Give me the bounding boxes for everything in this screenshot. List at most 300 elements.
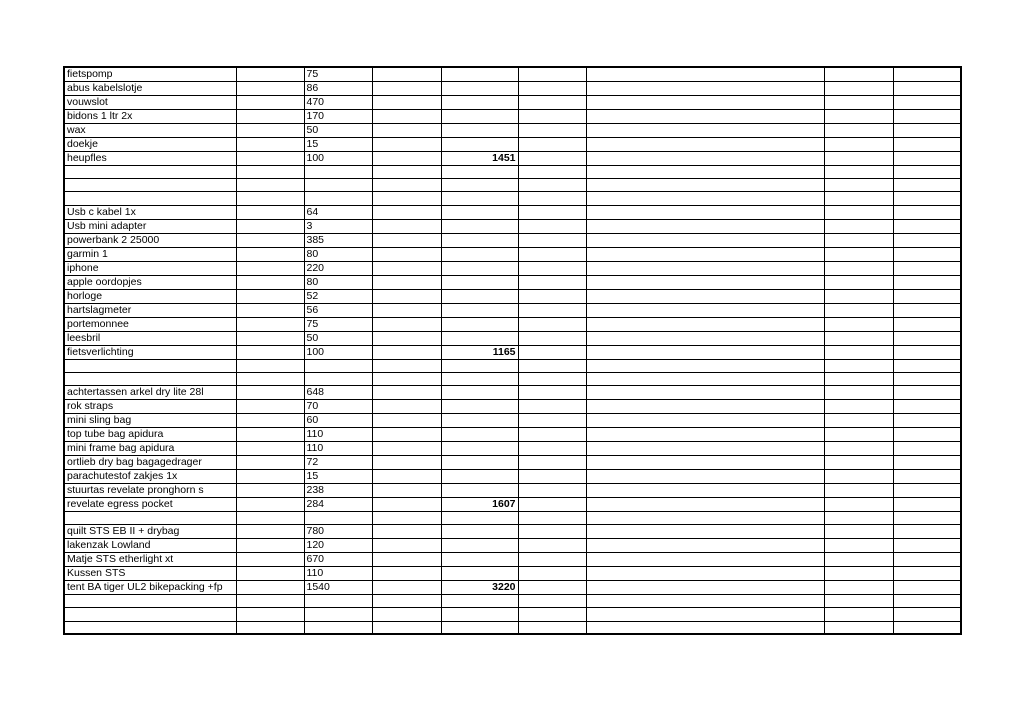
item-weight-cell[interactable]: 220 (304, 261, 372, 275)
empty-cell[interactable] (372, 539, 441, 553)
empty-cell[interactable] (518, 152, 586, 166)
empty-cell[interactable] (518, 372, 586, 385)
empty-cell[interactable] (372, 67, 441, 82)
item-name-cell[interactable]: rok straps (64, 399, 236, 413)
empty-cell[interactable] (824, 233, 893, 247)
empty-cell[interactable] (64, 179, 236, 192)
empty-cell[interactable] (236, 483, 304, 497)
item-name-cell[interactable]: iphone (64, 261, 236, 275)
empty-cell[interactable] (236, 413, 304, 427)
item-name-cell[interactable]: top tube bag apidura (64, 427, 236, 441)
empty-cell[interactable] (893, 275, 961, 289)
empty-cell[interactable] (586, 179, 824, 192)
empty-cell[interactable] (372, 179, 441, 192)
empty-cell[interactable] (586, 469, 824, 483)
empty-cell[interactable] (518, 511, 586, 524)
item-weight-cell[interactable]: 1540 (304, 581, 372, 595)
empty-cell[interactable] (586, 399, 824, 413)
empty-cell[interactable] (372, 441, 441, 455)
empty-cell[interactable] (372, 205, 441, 219)
empty-cell[interactable] (236, 67, 304, 82)
empty-cell[interactable] (824, 553, 893, 567)
empty-cell[interactable] (372, 553, 441, 567)
empty-cell[interactable] (441, 385, 518, 399)
empty-cell[interactable] (893, 553, 961, 567)
empty-cell[interactable] (893, 166, 961, 179)
empty-cell[interactable] (824, 179, 893, 192)
empty-cell[interactable] (304, 359, 372, 372)
empty-cell[interactable] (236, 608, 304, 621)
empty-cell[interactable] (893, 138, 961, 152)
empty-cell[interactable] (518, 359, 586, 372)
empty-cell[interactable] (372, 595, 441, 608)
empty-cell[interactable] (824, 219, 893, 233)
item-name-cell[interactable]: mini sling bag (64, 413, 236, 427)
empty-cell[interactable] (441, 205, 518, 219)
empty-cell[interactable] (824, 525, 893, 539)
item-name-cell[interactable]: stuurtas revelate pronghorn s (64, 483, 236, 497)
empty-cell[interactable] (441, 511, 518, 524)
empty-cell[interactable] (236, 345, 304, 359)
empty-cell[interactable] (824, 385, 893, 399)
empty-cell[interactable] (441, 539, 518, 553)
empty-cell[interactable] (893, 539, 961, 553)
empty-cell[interactable] (518, 261, 586, 275)
empty-cell[interactable] (518, 331, 586, 345)
empty-cell[interactable] (372, 581, 441, 595)
empty-cell[interactable] (64, 608, 236, 621)
empty-cell[interactable] (236, 359, 304, 372)
empty-cell[interactable] (586, 427, 824, 441)
empty-cell[interactable] (372, 621, 441, 634)
empty-cell[interactable] (586, 372, 824, 385)
empty-cell[interactable] (372, 192, 441, 205)
empty-cell[interactable] (824, 441, 893, 455)
empty-cell[interactable] (586, 96, 824, 110)
empty-cell[interactable] (236, 166, 304, 179)
empty-cell[interactable] (824, 261, 893, 275)
item-weight-cell[interactable]: 648 (304, 385, 372, 399)
empty-cell[interactable] (372, 372, 441, 385)
empty-cell[interactable] (824, 166, 893, 179)
empty-cell[interactable] (236, 96, 304, 110)
empty-cell[interactable] (518, 385, 586, 399)
empty-cell[interactable] (824, 595, 893, 608)
empty-cell[interactable] (236, 317, 304, 331)
item-name-cell[interactable]: garmin 1 (64, 247, 236, 261)
empty-cell[interactable] (236, 82, 304, 96)
empty-cell[interactable] (824, 289, 893, 303)
empty-cell[interactable] (372, 427, 441, 441)
empty-cell[interactable] (893, 511, 961, 524)
empty-cell[interactable] (586, 525, 824, 539)
empty-cell[interactable] (236, 331, 304, 345)
empty-cell[interactable] (586, 331, 824, 345)
empty-cell[interactable] (372, 413, 441, 427)
empty-cell[interactable] (304, 166, 372, 179)
empty-cell[interactable] (441, 455, 518, 469)
item-name-cell[interactable]: abus kabelslotje (64, 82, 236, 96)
empty-cell[interactable] (518, 233, 586, 247)
empty-cell[interactable] (824, 497, 893, 511)
empty-cell[interactable] (441, 192, 518, 205)
empty-cell[interactable] (236, 303, 304, 317)
empty-cell[interactable] (586, 110, 824, 124)
item-weight-cell[interactable]: 284 (304, 497, 372, 511)
item-name-cell[interactable]: powerbank 2 25000 (64, 233, 236, 247)
empty-cell[interactable] (372, 525, 441, 539)
empty-cell[interactable] (893, 608, 961, 621)
item-weight-cell[interactable]: 80 (304, 247, 372, 261)
item-name-cell[interactable]: revelate egress pocket (64, 497, 236, 511)
empty-cell[interactable] (441, 483, 518, 497)
empty-cell[interactable] (441, 427, 518, 441)
empty-cell[interactable] (372, 152, 441, 166)
empty-cell[interactable] (518, 67, 586, 82)
item-weight-cell[interactable]: 52 (304, 289, 372, 303)
empty-cell[interactable] (518, 483, 586, 497)
empty-cell[interactable] (518, 345, 586, 359)
item-name-cell[interactable]: leesbril (64, 331, 236, 345)
empty-cell[interactable] (586, 275, 824, 289)
empty-cell[interactable] (441, 67, 518, 82)
empty-cell[interactable] (824, 110, 893, 124)
empty-cell[interactable] (893, 110, 961, 124)
empty-cell[interactable] (824, 483, 893, 497)
empty-cell[interactable] (236, 581, 304, 595)
empty-cell[interactable] (518, 219, 586, 233)
empty-cell[interactable] (893, 192, 961, 205)
empty-cell[interactable] (441, 567, 518, 581)
empty-cell[interactable] (372, 138, 441, 152)
empty-cell[interactable] (824, 413, 893, 427)
empty-cell[interactable] (236, 553, 304, 567)
empty-cell[interactable] (518, 303, 586, 317)
empty-cell[interactable] (518, 205, 586, 219)
item-weight-cell[interactable]: 670 (304, 553, 372, 567)
empty-cell[interactable] (236, 441, 304, 455)
empty-cell[interactable] (236, 621, 304, 634)
empty-cell[interactable] (372, 567, 441, 581)
empty-cell[interactable] (441, 359, 518, 372)
item-weight-cell[interactable]: 110 (304, 567, 372, 581)
empty-cell[interactable] (586, 539, 824, 553)
item-name-cell[interactable]: heupfles (64, 152, 236, 166)
item-name-cell[interactable]: mini frame bag apidura (64, 441, 236, 455)
item-weight-cell[interactable]: 75 (304, 317, 372, 331)
empty-cell[interactable] (441, 413, 518, 427)
empty-cell[interactable] (893, 372, 961, 385)
empty-cell[interactable] (893, 413, 961, 427)
empty-cell[interactable] (824, 303, 893, 317)
empty-cell[interactable] (518, 179, 586, 192)
empty-cell[interactable] (824, 399, 893, 413)
empty-cell[interactable] (586, 413, 824, 427)
empty-cell[interactable] (824, 581, 893, 595)
empty-cell[interactable] (441, 399, 518, 413)
empty-cell[interactable] (236, 261, 304, 275)
empty-cell[interactable] (518, 621, 586, 634)
empty-cell[interactable] (824, 427, 893, 441)
empty-cell[interactable] (441, 233, 518, 247)
empty-cell[interactable] (441, 525, 518, 539)
item-weight-cell[interactable]: 50 (304, 331, 372, 345)
empty-cell[interactable] (304, 608, 372, 621)
item-weight-cell[interactable]: 56 (304, 303, 372, 317)
empty-cell[interactable] (441, 247, 518, 261)
empty-cell[interactable] (518, 399, 586, 413)
empty-cell[interactable] (441, 219, 518, 233)
empty-cell[interactable] (372, 124, 441, 138)
item-weight-cell[interactable]: 100 (304, 152, 372, 166)
empty-cell[interactable] (236, 124, 304, 138)
empty-cell[interactable] (236, 497, 304, 511)
empty-cell[interactable] (586, 247, 824, 261)
empty-cell[interactable] (441, 317, 518, 331)
empty-cell[interactable] (586, 511, 824, 524)
empty-cell[interactable] (518, 289, 586, 303)
item-name-cell[interactable]: wax (64, 124, 236, 138)
empty-cell[interactable] (441, 331, 518, 345)
item-weight-cell[interactable]: 100 (304, 345, 372, 359)
empty-cell[interactable] (441, 138, 518, 152)
empty-cell[interactable] (518, 275, 586, 289)
empty-cell[interactable] (824, 359, 893, 372)
empty-cell[interactable] (236, 192, 304, 205)
item-weight-cell[interactable]: 50 (304, 124, 372, 138)
empty-cell[interactable] (893, 261, 961, 275)
empty-cell[interactable] (236, 469, 304, 483)
empty-cell[interactable] (372, 261, 441, 275)
item-name-cell[interactable]: vouwslot (64, 96, 236, 110)
empty-cell[interactable] (372, 608, 441, 621)
empty-cell[interactable] (893, 497, 961, 511)
empty-cell[interactable] (518, 138, 586, 152)
empty-cell[interactable] (304, 621, 372, 634)
empty-cell[interactable] (586, 595, 824, 608)
empty-cell[interactable] (518, 317, 586, 331)
empty-cell[interactable] (372, 96, 441, 110)
item-weight-cell[interactable]: 86 (304, 82, 372, 96)
empty-cell[interactable] (586, 67, 824, 82)
empty-cell[interactable] (824, 539, 893, 553)
empty-cell[interactable] (518, 595, 586, 608)
empty-cell[interactable] (586, 261, 824, 275)
item-weight-cell[interactable]: 110 (304, 427, 372, 441)
empty-cell[interactable] (236, 385, 304, 399)
empty-cell[interactable] (586, 138, 824, 152)
empty-cell[interactable] (586, 455, 824, 469)
empty-cell[interactable] (64, 192, 236, 205)
empty-cell[interactable] (586, 152, 824, 166)
group-total-cell[interactable]: 3220 (441, 581, 518, 595)
empty-cell[interactable] (372, 289, 441, 303)
empty-cell[interactable] (824, 152, 893, 166)
empty-cell[interactable] (372, 233, 441, 247)
empty-cell[interactable] (518, 110, 586, 124)
empty-cell[interactable] (893, 441, 961, 455)
item-name-cell[interactable]: doekje (64, 138, 236, 152)
empty-cell[interactable] (441, 469, 518, 483)
empty-cell[interactable] (586, 219, 824, 233)
group-total-cell[interactable]: 1165 (441, 345, 518, 359)
empty-cell[interactable] (518, 124, 586, 138)
item-weight-cell[interactable]: 3 (304, 219, 372, 233)
empty-cell[interactable] (893, 303, 961, 317)
empty-cell[interactable] (372, 511, 441, 524)
empty-cell[interactable] (304, 595, 372, 608)
item-weight-cell[interactable]: 75 (304, 67, 372, 82)
item-weight-cell[interactable]: 60 (304, 413, 372, 427)
empty-cell[interactable] (372, 303, 441, 317)
empty-cell[interactable] (586, 166, 824, 179)
empty-cell[interactable] (586, 621, 824, 634)
empty-cell[interactable] (236, 247, 304, 261)
empty-cell[interactable] (441, 275, 518, 289)
group-total-cell[interactable]: 1451 (441, 152, 518, 166)
empty-cell[interactable] (893, 567, 961, 581)
empty-cell[interactable] (586, 205, 824, 219)
item-weight-cell[interactable]: 170 (304, 110, 372, 124)
empty-cell[interactable] (441, 166, 518, 179)
empty-cell[interactable] (586, 497, 824, 511)
item-weight-cell[interactable]: 470 (304, 96, 372, 110)
empty-cell[interactable] (64, 372, 236, 385)
empty-cell[interactable] (236, 110, 304, 124)
empty-cell[interactable] (304, 511, 372, 524)
empty-cell[interactable] (586, 124, 824, 138)
empty-cell[interactable] (824, 275, 893, 289)
item-name-cell[interactable]: bidons 1 ltr 2x (64, 110, 236, 124)
empty-cell[interactable] (824, 469, 893, 483)
empty-cell[interactable] (824, 138, 893, 152)
empty-cell[interactable] (518, 539, 586, 553)
empty-cell[interactable] (372, 110, 441, 124)
empty-cell[interactable] (441, 96, 518, 110)
empty-cell[interactable] (824, 621, 893, 634)
empty-cell[interactable] (518, 192, 586, 205)
empty-cell[interactable] (236, 179, 304, 192)
item-weight-cell[interactable]: 780 (304, 525, 372, 539)
empty-cell[interactable] (893, 82, 961, 96)
empty-cell[interactable] (893, 455, 961, 469)
empty-cell[interactable] (824, 192, 893, 205)
empty-cell[interactable] (236, 289, 304, 303)
empty-cell[interactable] (824, 455, 893, 469)
empty-cell[interactable] (586, 345, 824, 359)
empty-cell[interactable] (304, 192, 372, 205)
empty-cell[interactable] (518, 497, 586, 511)
item-name-cell[interactable]: horloge (64, 289, 236, 303)
empty-cell[interactable] (586, 233, 824, 247)
empty-cell[interactable] (893, 152, 961, 166)
empty-cell[interactable] (518, 413, 586, 427)
empty-cell[interactable] (64, 511, 236, 524)
empty-cell[interactable] (893, 469, 961, 483)
empty-cell[interactable] (64, 595, 236, 608)
empty-cell[interactable] (518, 96, 586, 110)
item-name-cell[interactable]: apple oordopjes (64, 275, 236, 289)
empty-cell[interactable] (824, 247, 893, 261)
item-weight-cell[interactable]: 70 (304, 399, 372, 413)
empty-cell[interactable] (236, 138, 304, 152)
item-weight-cell[interactable]: 15 (304, 469, 372, 483)
item-name-cell[interactable]: fietspomp (64, 67, 236, 82)
empty-cell[interactable] (893, 581, 961, 595)
empty-cell[interactable] (893, 359, 961, 372)
empty-cell[interactable] (441, 303, 518, 317)
item-name-cell[interactable]: Usb c kabel 1x (64, 205, 236, 219)
item-weight-cell[interactable]: 120 (304, 539, 372, 553)
empty-cell[interactable] (586, 553, 824, 567)
empty-cell[interactable] (893, 67, 961, 82)
empty-cell[interactable] (518, 166, 586, 179)
empty-cell[interactable] (586, 581, 824, 595)
empty-cell[interactable] (372, 219, 441, 233)
item-name-cell[interactable]: parachutestof zakjes 1x (64, 469, 236, 483)
item-name-cell[interactable]: Matje STS etherlight xt (64, 553, 236, 567)
empty-cell[interactable] (64, 621, 236, 634)
empty-cell[interactable] (372, 82, 441, 96)
empty-cell[interactable] (893, 233, 961, 247)
empty-cell[interactable] (893, 289, 961, 303)
empty-cell[interactable] (893, 483, 961, 497)
empty-cell[interactable] (441, 124, 518, 138)
empty-cell[interactable] (236, 595, 304, 608)
empty-cell[interactable] (236, 511, 304, 524)
empty-cell[interactable] (372, 345, 441, 359)
empty-cell[interactable] (824, 96, 893, 110)
empty-cell[interactable] (372, 247, 441, 261)
empty-cell[interactable] (824, 345, 893, 359)
empty-cell[interactable] (236, 219, 304, 233)
empty-cell[interactable] (518, 567, 586, 581)
empty-cell[interactable] (372, 385, 441, 399)
item-name-cell[interactable]: ortlieb dry bag bagagedrager (64, 455, 236, 469)
empty-cell[interactable] (824, 331, 893, 345)
empty-cell[interactable] (304, 372, 372, 385)
empty-cell[interactable] (893, 317, 961, 331)
empty-cell[interactable] (586, 303, 824, 317)
empty-cell[interactable] (824, 124, 893, 138)
item-name-cell[interactable]: hartslagmeter (64, 303, 236, 317)
empty-cell[interactable] (893, 385, 961, 399)
empty-cell[interactable] (824, 372, 893, 385)
empty-cell[interactable] (518, 581, 586, 595)
empty-cell[interactable] (824, 67, 893, 82)
item-weight-cell[interactable]: 15 (304, 138, 372, 152)
empty-cell[interactable] (893, 345, 961, 359)
empty-cell[interactable] (893, 331, 961, 345)
empty-cell[interactable] (586, 317, 824, 331)
empty-cell[interactable] (824, 205, 893, 219)
item-weight-cell[interactable]: 385 (304, 233, 372, 247)
empty-cell[interactable] (441, 261, 518, 275)
empty-cell[interactable] (236, 233, 304, 247)
empty-cell[interactable] (304, 179, 372, 192)
item-name-cell[interactable]: achtertassen arkel dry lite 28l (64, 385, 236, 399)
item-weight-cell[interactable]: 238 (304, 483, 372, 497)
item-name-cell[interactable]: lakenzak Lowland (64, 539, 236, 553)
empty-cell[interactable] (372, 455, 441, 469)
empty-cell[interactable] (518, 247, 586, 261)
empty-cell[interactable] (518, 553, 586, 567)
empty-cell[interactable] (824, 317, 893, 331)
empty-cell[interactable] (824, 608, 893, 621)
empty-cell[interactable] (372, 166, 441, 179)
empty-cell[interactable] (372, 497, 441, 511)
empty-cell[interactable] (441, 621, 518, 634)
